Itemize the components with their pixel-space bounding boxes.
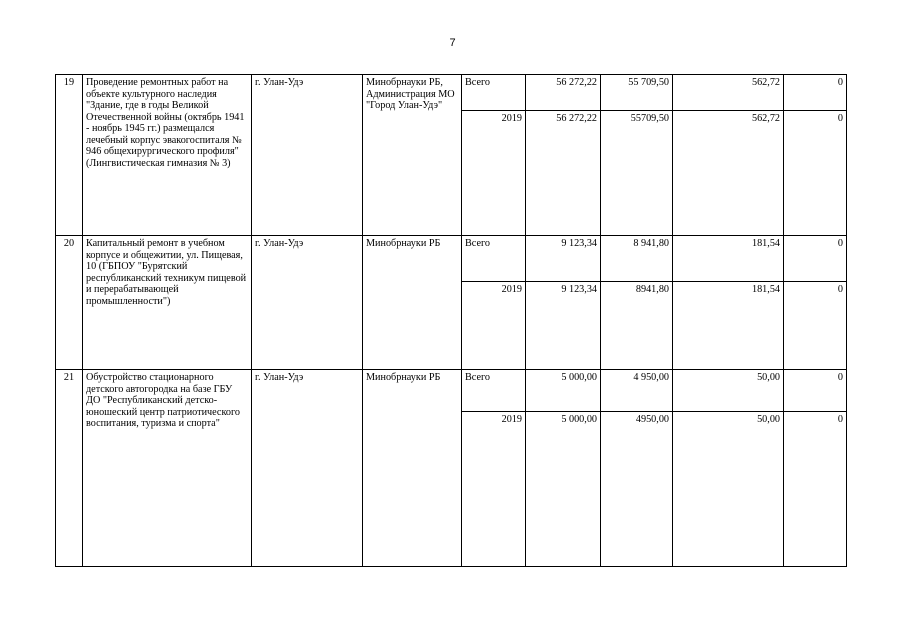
amount-total: 9 123,34 — [526, 236, 601, 282]
amount-federal: 55709,50 — [601, 111, 673, 236]
location: г. Улан-Удэ — [252, 75, 363, 236]
page-number: 7 — [449, 37, 456, 49]
work-name: Капитальный ремонт в учебном корпусе и общежитии, ул. Пищевая, 10 (ГБПОУ "Бурятский республиканский техникум пищевой и перерабатывающей промышленности") — [83, 236, 252, 370]
amount-local: 0 — [784, 412, 847, 567]
work-name: Обустройство стационарного детского автогородка на базе ГБУ ДО "Республиканский детско-юношеский центр патриотического воспитания, туризма и спорта" — [83, 370, 252, 567]
amount-federal: 8 941,80 — [601, 236, 673, 282]
amount-local: 0 — [784, 370, 847, 412]
period-label: Всего — [462, 75, 526, 111]
amount-total: 56 272,22 — [526, 111, 601, 236]
row-number: 19 — [56, 75, 83, 236]
customer: Минобрнауки РБ, Администрация МО "Город Улан-Удэ" — [363, 75, 462, 236]
budget-table — [55, 74, 847, 567]
period-year: 2019 — [462, 282, 526, 370]
period-year: 2019 — [462, 412, 526, 567]
row-number: 20 — [56, 236, 83, 370]
amount-total: 5 000,00 — [526, 370, 601, 412]
amount-total: 56 272,22 — [526, 75, 601, 111]
amount-local: 0 — [784, 75, 847, 111]
amount-local: 0 — [784, 282, 847, 370]
amount-regional: 562,72 — [673, 75, 784, 111]
amount-regional: 181,54 — [673, 236, 784, 282]
amount-federal: 8941,80 — [601, 282, 673, 370]
amount-total: 5 000,00 — [526, 412, 601, 567]
row-number: 21 — [56, 370, 83, 567]
amount-federal: 4 950,00 — [601, 370, 673, 412]
amount-federal: 55 709,50 — [601, 75, 673, 111]
period-year: 2019 — [462, 111, 526, 236]
table-row — [56, 75, 847, 111]
amount-total: 9 123,34 — [526, 282, 601, 370]
table-row — [56, 236, 847, 282]
amount-local: 0 — [784, 236, 847, 282]
period-label: Всего — [462, 370, 526, 412]
amount-regional: 562,72 — [673, 111, 784, 236]
work-name: Проведение ремонтных работ на объекте культурного наследия "Здание, где в годы Великой Отечественной войны (октябрь 1941 - ноябрь 1945 гг.) размещался лечебный корпус эвакогоспиталя № 946 общехирургического профиля" (Лингвистическая гимназия № 3) — [83, 75, 252, 236]
period-label: Всего — [462, 236, 526, 282]
amount-federal: 4950,00 — [601, 412, 673, 567]
table-row — [56, 370, 847, 412]
location: г. Улан-Удэ — [252, 236, 363, 370]
amount-local: 0 — [784, 111, 847, 236]
amount-regional: 50,00 — [673, 412, 784, 567]
amount-regional: 181,54 — [673, 282, 784, 370]
customer: Минобрнауки РБ — [363, 236, 462, 370]
customer: Минобрнауки РБ — [363, 370, 462, 567]
location: г. Улан-Удэ — [252, 370, 363, 567]
amount-regional: 50,00 — [673, 370, 784, 412]
